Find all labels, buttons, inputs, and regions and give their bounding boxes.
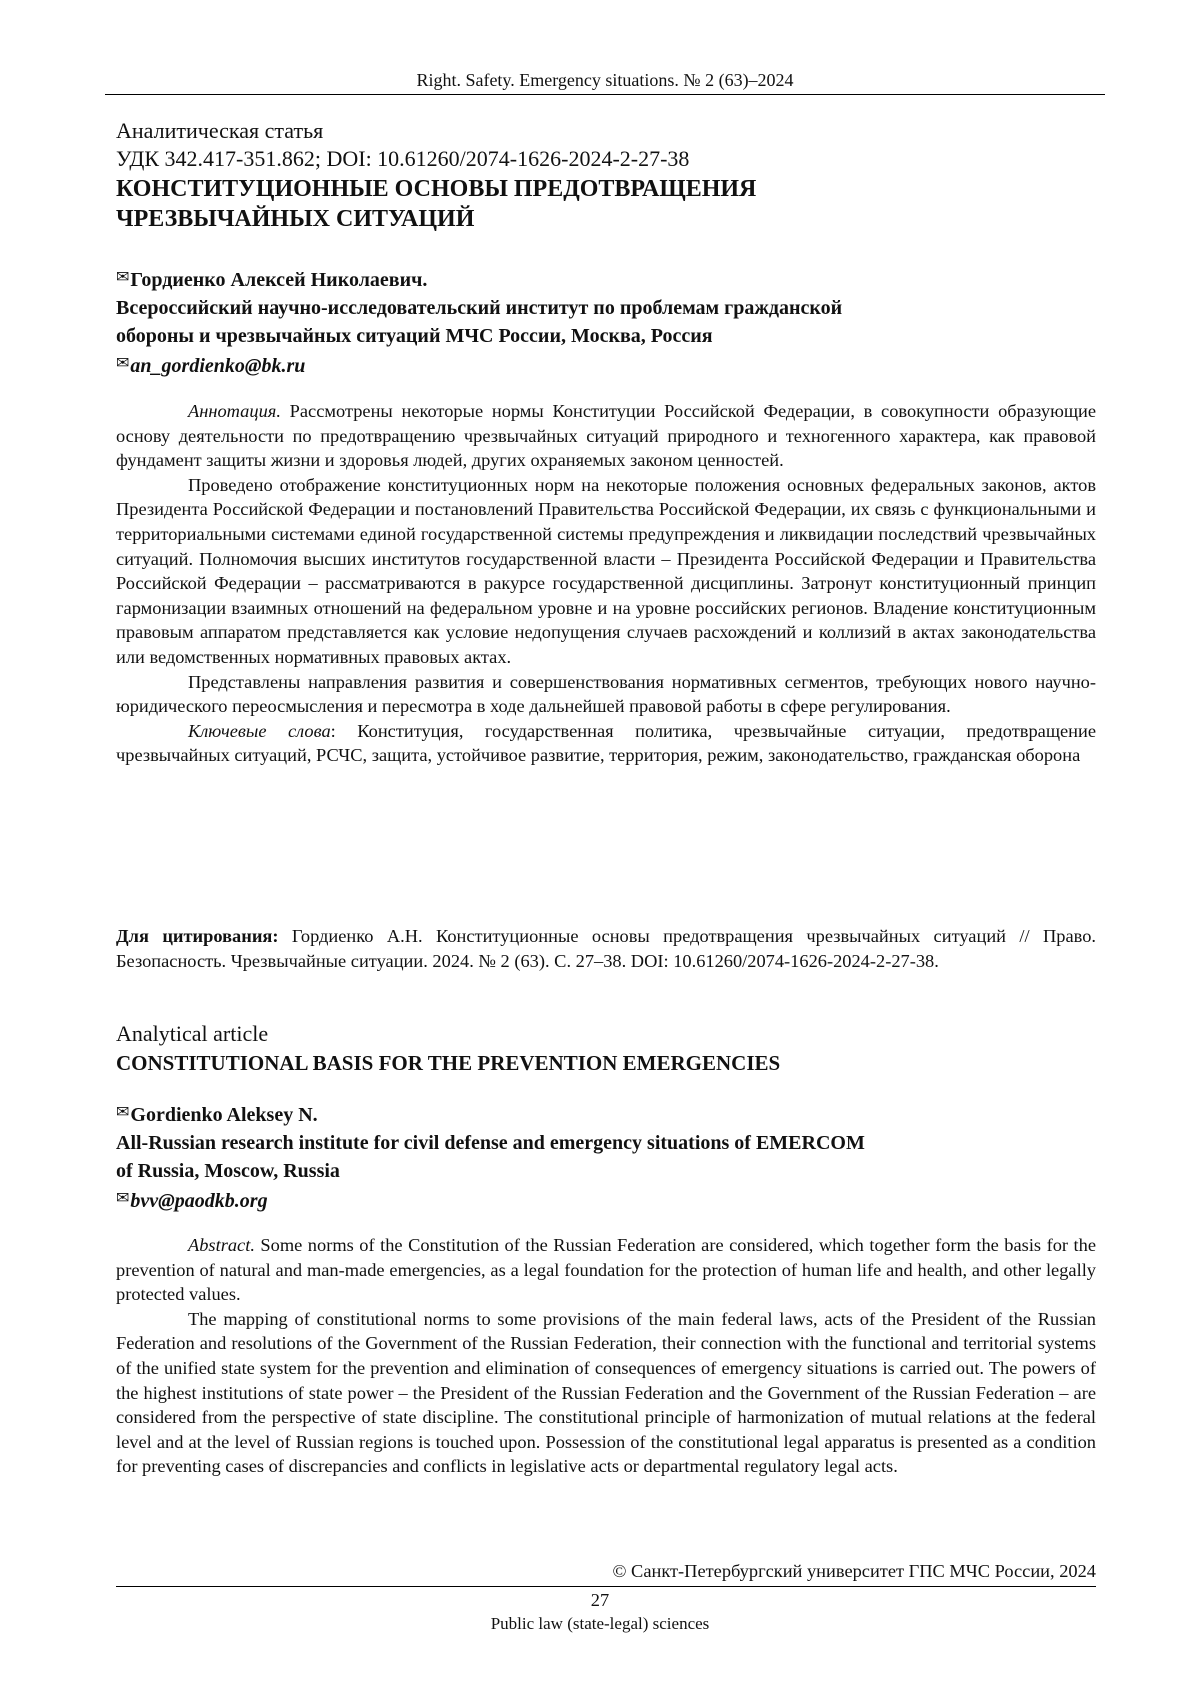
running-head: Right. Safety. Emergency situations. № 2 (63)–2024 <box>416 70 794 90</box>
ru-article-header <box>116 118 1096 234</box>
ru-abstract-p1: Аннотация. Рассмотрены некоторые нормы Конституции Российской Федерации, в совокупности образующие основу деятельности по предотвращению чрезвычайных ситуаций природного и техногенного характера, как правовой фундамент защиты жизни и здоровья людей, других охраняемых законом ценностей. <box>116 401 1096 471</box>
ru-article-type: Аналитическая статья <box>116 118 324 143</box>
en-author-block <box>116 1099 1096 1215</box>
ru-author-block <box>116 264 1096 380</box>
en-abstract-p2: The mapping of constitutional norms to some provisions of the main federal laws, acts of the President of the Russian Federation and resolutions of the Government of the Russian Federation, their connection with the functional and territorial systems of the unified state system for the prevention and elimination of consequences of emergency situations is carried out. The powers of the highest institutions of state power – the President of the Russian Federation and the Government of the Russian Federation – are considered from the perspective of state discipline. The constitutional principle of harmonization of mutual relations at the federal level and at the level of Russian regions is touched upon. Possession of the constitutional legal apparatus is presented as a condition for preventing cases of discrepancies and conflicts in legislative acts or departmental regulatory legal acts. <box>116 1308 1096 1477</box>
page-number: 27 <box>590 1590 610 1610</box>
en-affiliation-line1: All-Russian research institute for civil defense and emergency situations of EMERCOM <box>116 1132 865 1154</box>
ru-affiliation-line2: обороны и чрезвычайных ситуаций МЧС России, Москва, Россия <box>116 325 713 347</box>
ru-email[interactable]: ✉an_gordienko@bk.ru <box>116 355 306 377</box>
ru-title-line2: ЧРЕЗВЫЧАЙНЫХ СИТУАЦИЙ <box>116 206 475 232</box>
en-abstract <box>116 1233 1096 1479</box>
en-email[interactable]: ✉bvv@paodkb.org <box>116 1190 268 1212</box>
footer-rule <box>116 1586 1096 1587</box>
section-footer: Public law (state-legal) sciences <box>490 1614 710 1633</box>
ru-udc-doi: УДК 342.417-351.862; DOI: 10.61260/2074-1626-2024-2-27-38 <box>116 146 690 171</box>
ru-abstract <box>116 399 1096 768</box>
en-author: ✉Gordienko Aleksey N. <box>116 1104 318 1126</box>
ru-title-line1: КОНСТИТУЦИОННЫЕ ОСНОВЫ ПРЕДОТВРАЩЕНИЯ <box>116 176 757 202</box>
ru-abstract-p3: Представлены направления развития и совершенствования нормативных сегментов, требующих нового научно-юридического переосмысления и пересмотра в ходе дальнейшей правовой работы в сфере регулирования. <box>116 671 1096 717</box>
envelope-icon: ✉ <box>116 1190 130 1207</box>
envelope-icon: ✉ <box>116 1104 130 1121</box>
header-rule <box>105 94 1105 95</box>
copyright: © Санкт-Петербургский университет ГПС МЧС России, 2024 <box>612 1561 1096 1581</box>
en-affiliation-line2: of Russia, Moscow, Russia <box>116 1160 340 1182</box>
ru-keywords: Ключевые слова: Конституция, государственная политика, чрезвычайные ситуации, предотвращение чрезвычайных ситуаций, РСЧС, защита, устойчивое развитие, территория, режим, законодательство, гражданская оборона <box>116 720 1096 766</box>
ru-author: ✉Гордиенко Алексей Николаевич. <box>116 269 428 291</box>
citation-block: Для цитирования: Гордиенко А.Н. Конституционные основы предотвращения чрезвычайных ситуаций // Право. Безопасность. Чрезвычайные ситуации. 2024. № 2 (63). С. 27–38. DOI: 10.61260/2074-1626-2024-2-27-38. <box>116 926 1096 971</box>
envelope-icon: ✉ <box>116 269 130 286</box>
ru-affiliation-line1: Всероссийский научно-исследовательский институт по проблемам гражданской <box>116 297 843 319</box>
envelope-icon: ✉ <box>116 355 130 372</box>
en-article-type: Analytical article <box>116 1021 269 1046</box>
en-article-header <box>116 1021 1096 1077</box>
en-title: CONSTITUTIONAL BASIS FOR THE PREVENTION EMERGENCIES <box>116 1051 781 1075</box>
en-abstract-p1: Abstract. Some norms of the Constitution of the Russian Federation are considered, which together form the basis for the prevention of natural and man-made emergencies, as a legal foundation for the protection of human life and health, and other legally protected values. <box>116 1235 1096 1305</box>
ru-abstract-p2: Проведено отображение конституционных норм на некоторые положения основных федеральных законов, актов Президента Российской Федерации и постановлений Правительства Российской Федерации, их связь с функциональными и территориальными системами единой государственной системы предупреждения и ликвидации последствий чрезвычайных ситуаций. Полномочия высших институтов государственной власти – Президента Российской Федерации и Правительства Российской Федерации – рассматриваются в ракурсе государственной дисциплины. Затронут конституционный принцип гармонизации взаимных отношений на федеральном уровне и на уровне российских регионов. Владение конституционным правовым аппаратом представляется как условие недопущения случаев расхождений и коллизий в актах законодательства или ведомственных нормативных правовых актах. <box>116 474 1096 667</box>
